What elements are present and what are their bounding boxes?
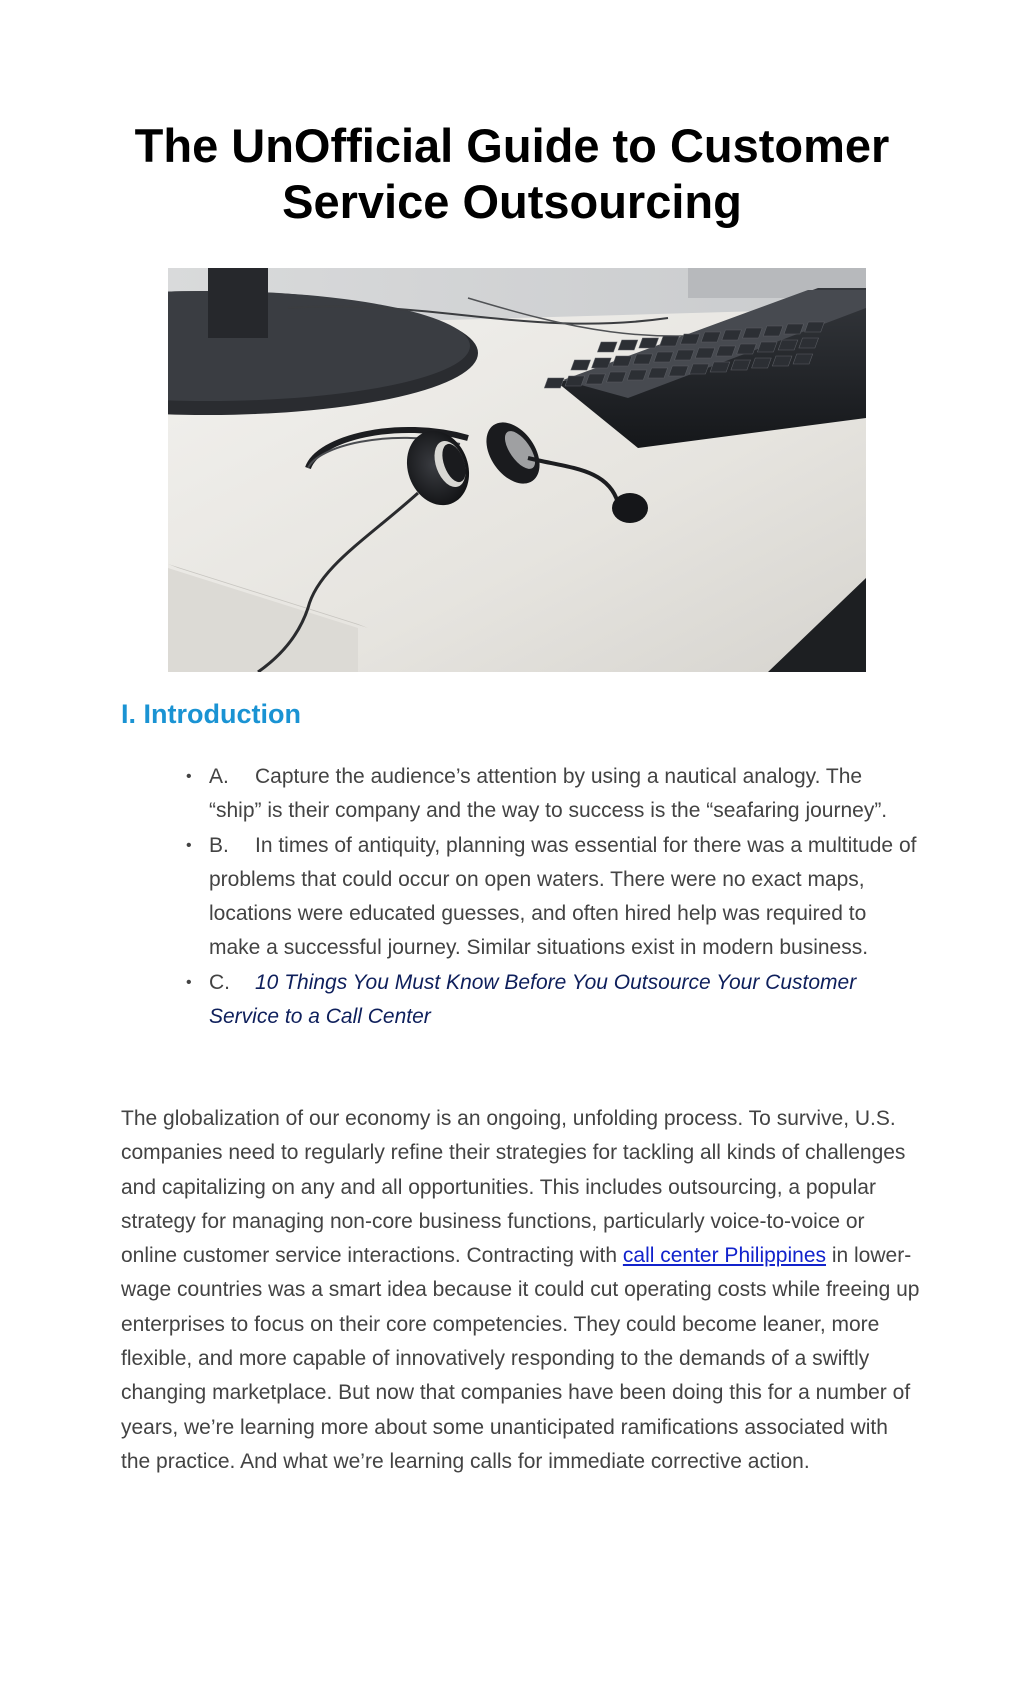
list-item-text: In times of antiquity, planning was essential for there was a multitude of problems that could occur on open waters. There were no exact maps, locations were educated guesses, and often hired help was required to make a successful journey. Similar situations exist in modern business. xyxy=(209,833,917,960)
paragraph-text-start: The globalization of our economy is an ongoing, unfolding process. To survive, U.S. companies need to regularly refine their strategies for tackling all kinds of challenges and capitalizing on any and all opportunities. This includes outsourcing, a popular strategy for managing non-core business functions, particularly voice-to-voice or online customer service interactions. Contracting with xyxy=(121,1107,906,1268)
list-item-marker: B. xyxy=(209,833,229,857)
bullet-icon: • xyxy=(186,768,192,785)
document-title: The UnOfficial Guide to Customer Service Outsourcing xyxy=(134,119,890,228)
paragraph-text-end: in lower-wage countries was a smart idea because it could cut operating costs while freeing up enterprises to focus on their core competencies. They could become leaner, more flexible, and more capable of innovatively responding to the demands of a swiftly changing marketplace. But now that companies have been doing this for a number of years, we’re learning more about some unanticipated ramifications associated with the practice. And what we’re learning calls for immediate corrective action. xyxy=(121,1244,920,1473)
list-item xyxy=(183,966,919,1035)
introduction-outline xyxy=(183,760,919,1034)
list-item-marker: A. xyxy=(209,765,229,788)
list-item-marker: C. xyxy=(209,970,230,994)
hero-image xyxy=(168,268,866,672)
list-item xyxy=(183,760,919,829)
introduction-paragraph xyxy=(121,1102,921,1479)
list-item xyxy=(183,829,919,966)
section-heading-introduction: I. Introduction xyxy=(121,699,301,729)
headset-on-desk-photo-icon xyxy=(168,268,866,672)
list-item-text: Capture the audience’s attention by using a nautical analogy. The “ship” is their company and the way to success is the “seafaring journey”. xyxy=(209,765,888,823)
call-center-philippines-link[interactable]: call center Philippines xyxy=(622,1244,826,1268)
bullet-icon: • xyxy=(186,973,192,991)
bullet-icon: • xyxy=(186,836,192,854)
article-title-link[interactable]: 10 Things You Must Know Before You Outsource Your Customer Service to a Call Center xyxy=(209,970,857,1029)
